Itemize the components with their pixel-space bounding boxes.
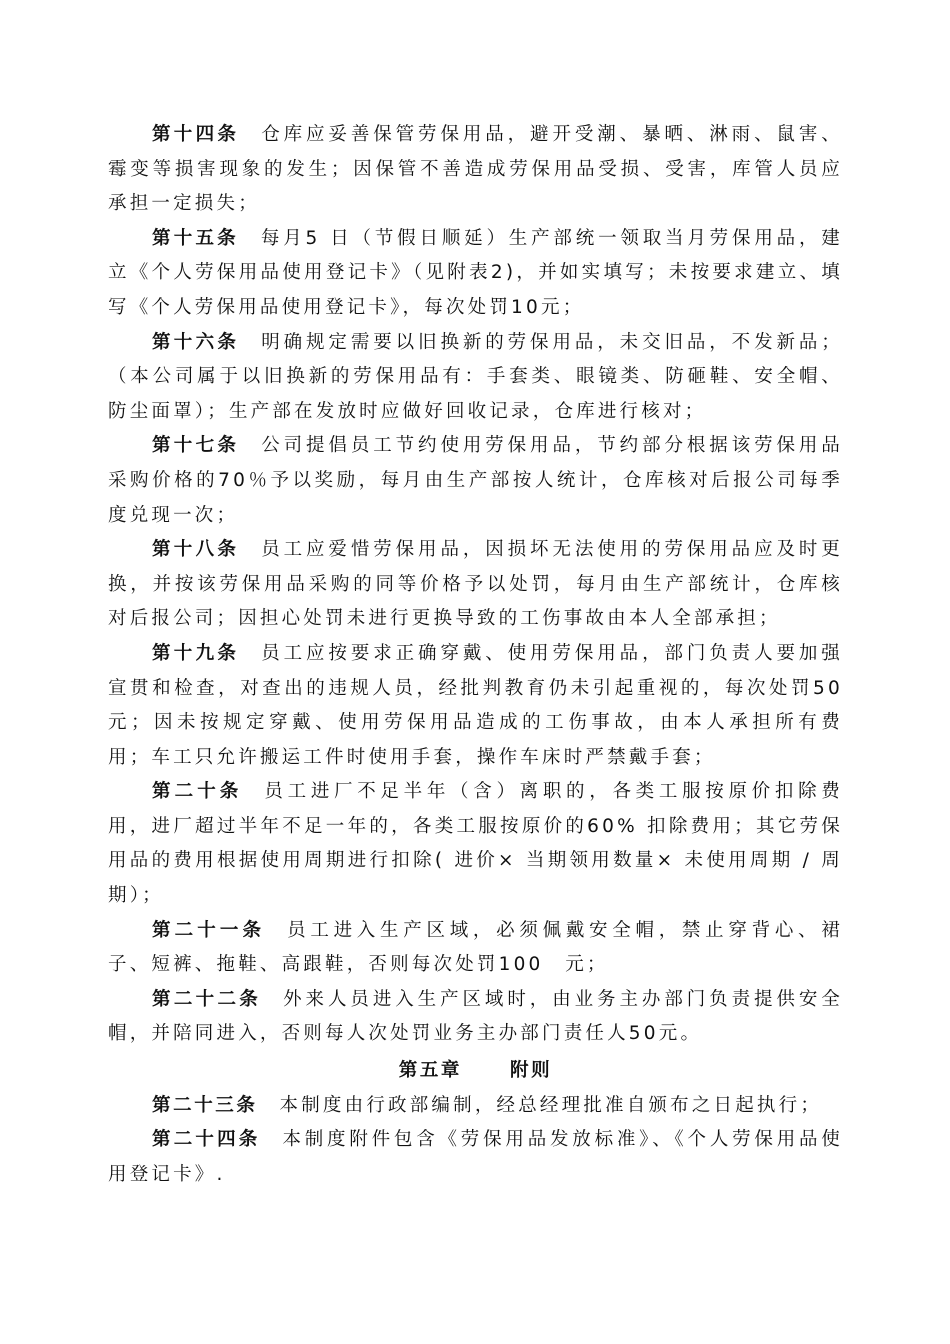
chapter-heading (108, 1054, 843, 1089)
article-23 (108, 1089, 843, 1124)
article-text: 本制度由行政部编制，经总经理批准自颁布之日起执行； (279, 1094, 823, 1116)
article-heading: 第十五条 (152, 227, 239, 249)
article-heading: 第十六条 (152, 331, 240, 353)
article-text: 员工进入生产区域，必须佩戴安全帽，禁止穿背心、裙子、短裤、拖鞋、高跟鞋，否则每次处罚100 元； (108, 919, 843, 976)
article-text: 员工应爱惜劳保用品，因损坏无法使用的劳保用品应及时更换，并按该劳保用品采购的同等价格予以处罚，每月由生产部统计，仓库核对后报公司；因担心处罚未进行更换导致的工伤事故由本人全部承担； (108, 539, 843, 630)
article-16 (108, 326, 843, 430)
article-heading: 第二十条 (152, 781, 243, 803)
article-text: 明确规定需要以旧换新的劳保用品，未交旧品，不发新品；（本公司属于以旧换新的劳保用品有：手套类、眼镜类、防砸鞋、安全帽、防尘面罩）；生产部在发放时应做好回收记录，仓库进行核对； (108, 331, 843, 422)
article-15 (108, 222, 843, 326)
article-14 (108, 118, 843, 222)
article-22 (108, 983, 843, 1052)
article-24 (108, 1123, 843, 1192)
article-heading: 第十四条 (152, 124, 240, 145)
article-heading: 第二十二条 (152, 988, 262, 1010)
article-heading: 第二十四条 (152, 1129, 261, 1151)
article-17 (108, 429, 843, 533)
article-text: 公司提倡员工节约使用劳保用品，节约部分根据该劳保用品采购价格的70％予以奖励，每月由生产部按人统计，仓库核对后报公司每季度兑现一次； (108, 435, 843, 526)
article-19 (108, 637, 843, 775)
article-text: 员工应按要求正确穿戴、使用劳保用品，部门负责人要加强宣贯和检查，对查出的违规人员，经批判教育仍未引起重视的，每次处罚50元；因未按规定穿戴、使用劳保用品造成的工伤事故，由本人承担所有费用；车工只允许搬运工件时使用手套，操作车床时严禁戴手套； (108, 642, 843, 768)
article-21 (108, 914, 843, 983)
chapter-title: 附则 (510, 1060, 553, 1082)
article-heading: 第十九条 (152, 642, 240, 664)
chapter-number: 第五章 (398, 1060, 463, 1082)
article-heading: 第二十三条 (152, 1094, 258, 1116)
article-18 (108, 533, 843, 637)
article-heading: 第二十一条 (152, 919, 266, 941)
article-heading: 第十七条 (152, 435, 240, 457)
article-text: 员工进厂不足半年（含）离职的，各类工服按原价扣除费用，进厂超过半年不足一年的，各类工服按原价的60% 扣除费用；其它劳保用品的费用根据使用周期进行扣除( 进价× 当期领用数量× 未使用周期 / 周期）； (108, 781, 843, 907)
article-text: 每月5 日（节假日顺延）生产部统一领取当月劳保用品，建立《个人劳保用品使用登记卡》（见附表2)，并如实填写；未按要求建立、填写《个人劳保用品使用登记卡》，每次处罚10元； (108, 227, 843, 318)
article-text: 仓库应妥善保管劳保用品，避开受潮、暴晒、淋雨、鼠害、霉变等损害现象的发生；因保管不善造成劳保用品受损、受害，库管人员应承担一定损失； (108, 124, 843, 215)
document-body (108, 118, 843, 1192)
article-20 (108, 775, 843, 913)
article-heading: 第十八条 (152, 539, 240, 561)
article-text: 本制度附件包含《劳保用品发放标准》、《个人劳保用品使用登记卡》. (108, 1129, 843, 1185)
article-text: 外来人员进入生产区域时，由业务主办部门负责提供安全帽，并陪同进入，否则每人次处罚业务主办部门责任人50元。 (108, 988, 843, 1045)
